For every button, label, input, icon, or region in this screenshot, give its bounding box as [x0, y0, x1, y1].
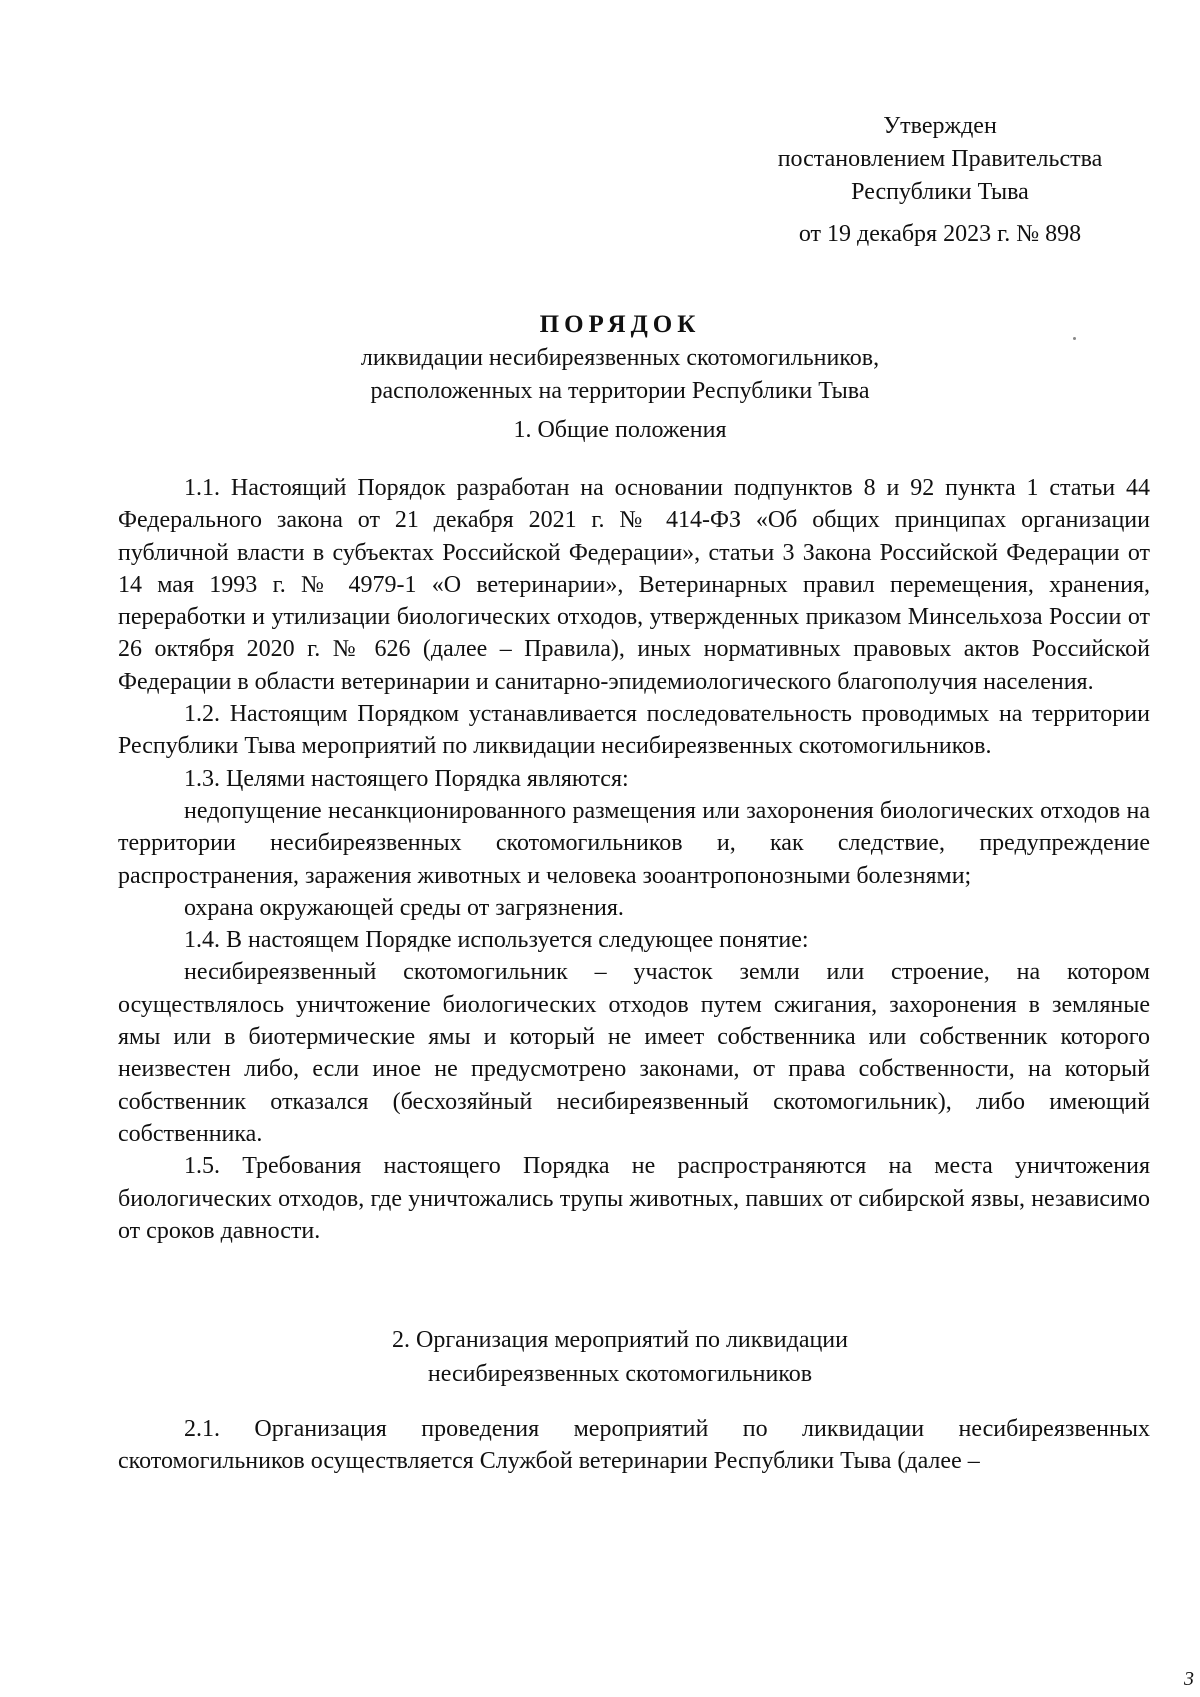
- document-title: ПОРЯДОК: [539, 311, 701, 338]
- section-2-heading-line-1: 2. Организация мероприятий по ликвидации: [391, 1327, 848, 1353]
- approval-stamp: [720, 110, 1160, 251]
- approval-date: от 19 декабря 2023 г. № 898: [798, 221, 1082, 247]
- section-1-heading: 1. Общие положения: [513, 417, 727, 443]
- paragraph-1-5: 1.5. Требования настоящего Порядка не распространяются на места уничтожения биологических отходов, где уничтожались трупы животных, павших от сибирской язвы, независимо от сроков давности.: [118, 1153, 1150, 1244]
- document-title-block: [120, 308, 1120, 408]
- section-2-heading-line-2: несибиреязвенных скотомогильников: [427, 1361, 813, 1387]
- paragraph-1-3-goal-1: недопущение несанкционированного размещения или захоронения биологических отходов на территории несибиреязвенных скотомогильников и, как следствие, предупреждение распространения, заражения животных и человека зооантропонозными болезнями;: [118, 797, 1150, 889]
- page-number-mark: 3: [1184, 1668, 1194, 1690]
- document-subtitle-line-1: ликвидации несибиреязвенных скотомогильников,: [360, 345, 880, 371]
- paragraph-1-4: 1.4. В настоящем Порядке используется следующее понятие:: [184, 927, 809, 954]
- paragraph-1-4-definition: несибиреязвенный скотомогильник – участок земли или строение, на котором осуществлялось уничтожение биологических отходов путем сжигания, захоронения в земляные ямы или в биотермические ямы и который не имеет собственника или собственник которого неизвестен либо, если иное не предусмотрено законами, от права собственности, на который собственник отказался (бесхозяйный несибиреязвенный скотомогильник), либо имеющий собственника.: [118, 959, 1150, 1147]
- document-subtitle-line-2: расположенных на территории Республики Тыва: [370, 378, 870, 404]
- section-2-heading: [120, 1323, 1120, 1391]
- paragraph-1-1: 1.1. Настоящий Порядок разработан на основании подпунктов 8 и 92 пункта 1 статьи 44 Федерального закона от 21 декабря 2021 г. № 414-ФЗ «Об общих принципах организации публичной власти в субъектах Российской Федерации», статьи 3 Закона Российской Федерации от 14 мая 1993 г. № 4979-1 «О ветеринарии», Ветеринарных правил перемещения, хранения, переработки и утилизации биологических отходов, утвержденных приказом Минсельхоза России от 26 октября 2020 г. № 626 (далее – Правила), иных нормативных правовых актов Российской Федерации в области ветеринарии и санитарно-эпидемиологического благополучия населения.: [118, 475, 1150, 695]
- approval-line-2: постановлением Правительства: [777, 146, 1103, 172]
- section-1-body: [118, 472, 1150, 1247]
- paragraph-1-3-goal-2: охрана окружающей среды от загрязнения.: [184, 894, 624, 921]
- paragraph-1-2: 1.2. Настоящим Порядком устанавливается последовательность проводимых на территории Республики Тыва мероприятий по ликвидации несибиреязвенных скотомогильников.: [118, 701, 1150, 760]
- approval-line-1: Утвержден: [883, 113, 997, 139]
- section-2-body: [118, 1413, 1150, 1478]
- paragraph-2-1: 2.1. Организация проведения мероприятий по ликвидации несибиреязвенных скотомогильников осуществляется Службой ветеринарии Республики Тыва (далее –: [118, 1416, 1150, 1475]
- approval-line-3: Республики Тыва: [851, 179, 1029, 205]
- paragraph-1-3: 1.3. Целями настоящего Порядка являются:: [184, 765, 629, 792]
